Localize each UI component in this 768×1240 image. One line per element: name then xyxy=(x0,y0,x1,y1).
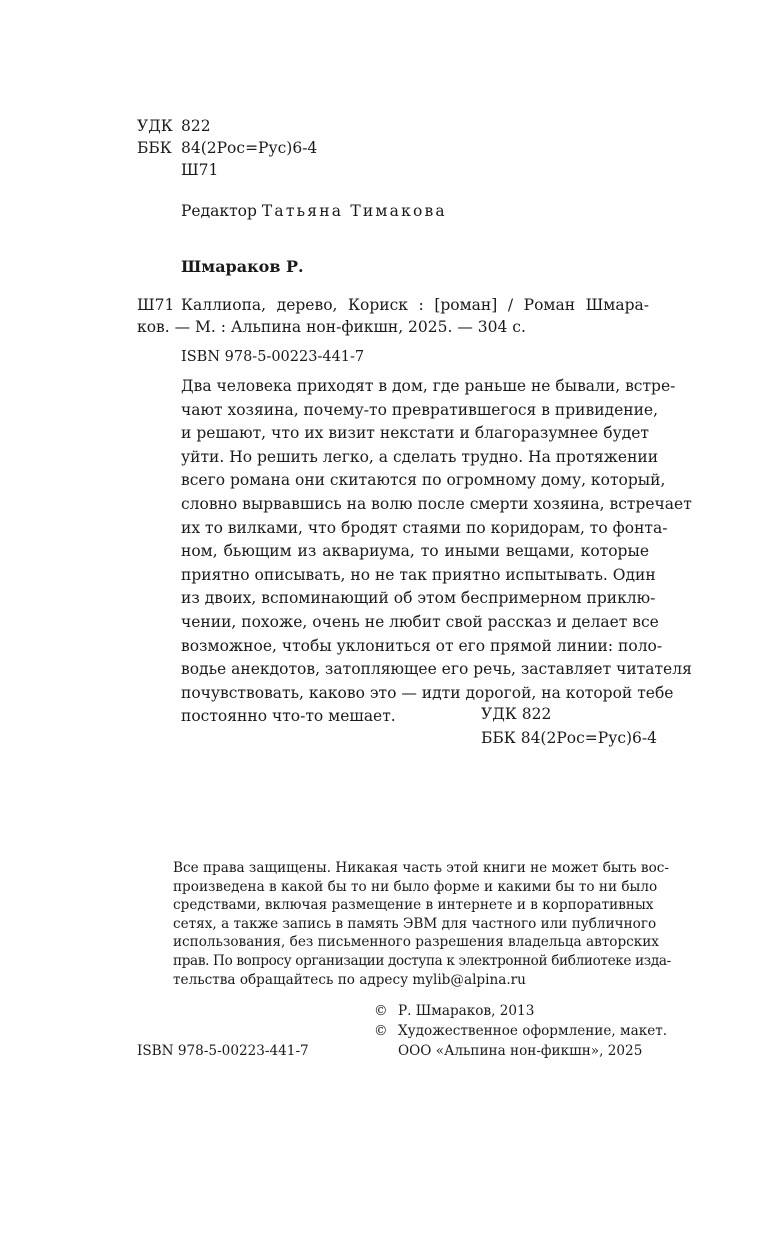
annotation xyxy=(181,375,692,729)
editor-line xyxy=(181,200,447,222)
annotation-line: и решают, что их визит некстати и благоразумнее будет xyxy=(181,424,649,443)
annotation-line: их то вилками, что бродят стаями по коридорам, то фонта- xyxy=(181,518,668,537)
record-mark: Ш71 xyxy=(137,296,175,314)
rights-line: тельства обращайтесь по адресу mylib@alpina.ru xyxy=(173,971,526,988)
annotation-line: чают хозяина, почему-то превратившегося в привидение, xyxy=(181,400,659,419)
bbk-value: 84(2Рос=Рус)6-4 xyxy=(181,139,318,157)
footer-udk: УДК 822 xyxy=(481,705,552,723)
rights-line: средствами, включая размещение в интернете и в корпоративных xyxy=(173,897,654,914)
annotation-line: водье анекдотов, затопляющее его речь, заставляет читателя xyxy=(181,660,692,679)
annotation-line: уйти. Но решить легко, а сделать трудно. На протяжении xyxy=(181,447,659,466)
author-mark: Ш71 xyxy=(181,161,219,179)
rights-line: Все права защищены. Никакая часть этой книги не может быть вос- xyxy=(173,860,669,876)
footer-bbk: ББК 84(2Рос=Рус)6-4 xyxy=(481,729,658,747)
annotation-line: ном, бьющим из аквариума, то иными вещами, которые xyxy=(181,542,649,561)
annotation-line: приятно описывать, но не так приятно испытывать. Один xyxy=(181,565,656,584)
record-line: Каллиопа, дерево, Кориск : [роман] / Роман Шмара- xyxy=(181,296,649,314)
bbk-label: ББК xyxy=(137,139,172,157)
annotation-line: всего романа они скитаются по огромному дому, который, xyxy=(181,471,666,490)
udk-label: УДК xyxy=(137,117,173,135)
author-heading: Шмараков Р. xyxy=(181,257,304,276)
annotation-line: возможное, чтобы уклониться от его прямой линии: поло- xyxy=(181,636,663,655)
copyright-symbol: © xyxy=(374,1003,388,1019)
annotation-line: почувствовать, каково это — идти дорогой, на которой тебе xyxy=(181,683,674,702)
rights-notice xyxy=(173,859,671,989)
editor-name: Татьяна Тимакова xyxy=(261,202,447,220)
classification-footer xyxy=(481,702,657,750)
copyright-line: ООО «Альпина нон-фикшн», 2025 xyxy=(398,1043,643,1059)
annotation-line: постоянно что-то мешает. xyxy=(181,707,396,726)
annotation-line: Два человека приходят в дом, где раньше не бывали, встре- xyxy=(181,377,676,395)
record-isbn: ISBN 978-5-00223-441-7 xyxy=(181,349,365,365)
copyright-symbol: © xyxy=(374,1023,388,1039)
rights-line: сетях, а также запись в память ЭВМ для частного или публичного xyxy=(173,915,657,932)
annotation-line: чении, похоже, очень не любит свой рассказ и делает все xyxy=(181,612,659,631)
rights-line: произведена в какой бы то ни было форме и какими бы то ни было xyxy=(173,878,658,895)
record-description xyxy=(181,294,649,316)
record-line: ков. — М. : Альпина нон-фикшн, 2025. — 304 с. xyxy=(137,318,526,336)
udk-value: 822 xyxy=(181,117,211,135)
classification-block xyxy=(137,115,317,181)
footer-isbn: ISBN 978-5-00223-441-7 xyxy=(137,1043,309,1059)
editor-label: Редактор xyxy=(181,202,257,220)
rights-line: использования, без письменного разрешения владельца авторских xyxy=(173,934,659,951)
annotation-line: из двоих, вспоминающий об этом беспримерном приклю- xyxy=(181,589,656,608)
annotation-line: словно вырвавшись на волю после смерти хозяина, встречает xyxy=(181,494,692,513)
copyright-block xyxy=(374,1001,667,1061)
rights-line: прав. По вопросу организации доступа к электронной библиотеке изда- xyxy=(173,952,671,969)
copyright-line: Р. Шмараков, 2013 xyxy=(398,1003,535,1019)
copyright-line: Художественное оформление, макет. xyxy=(398,1023,668,1039)
